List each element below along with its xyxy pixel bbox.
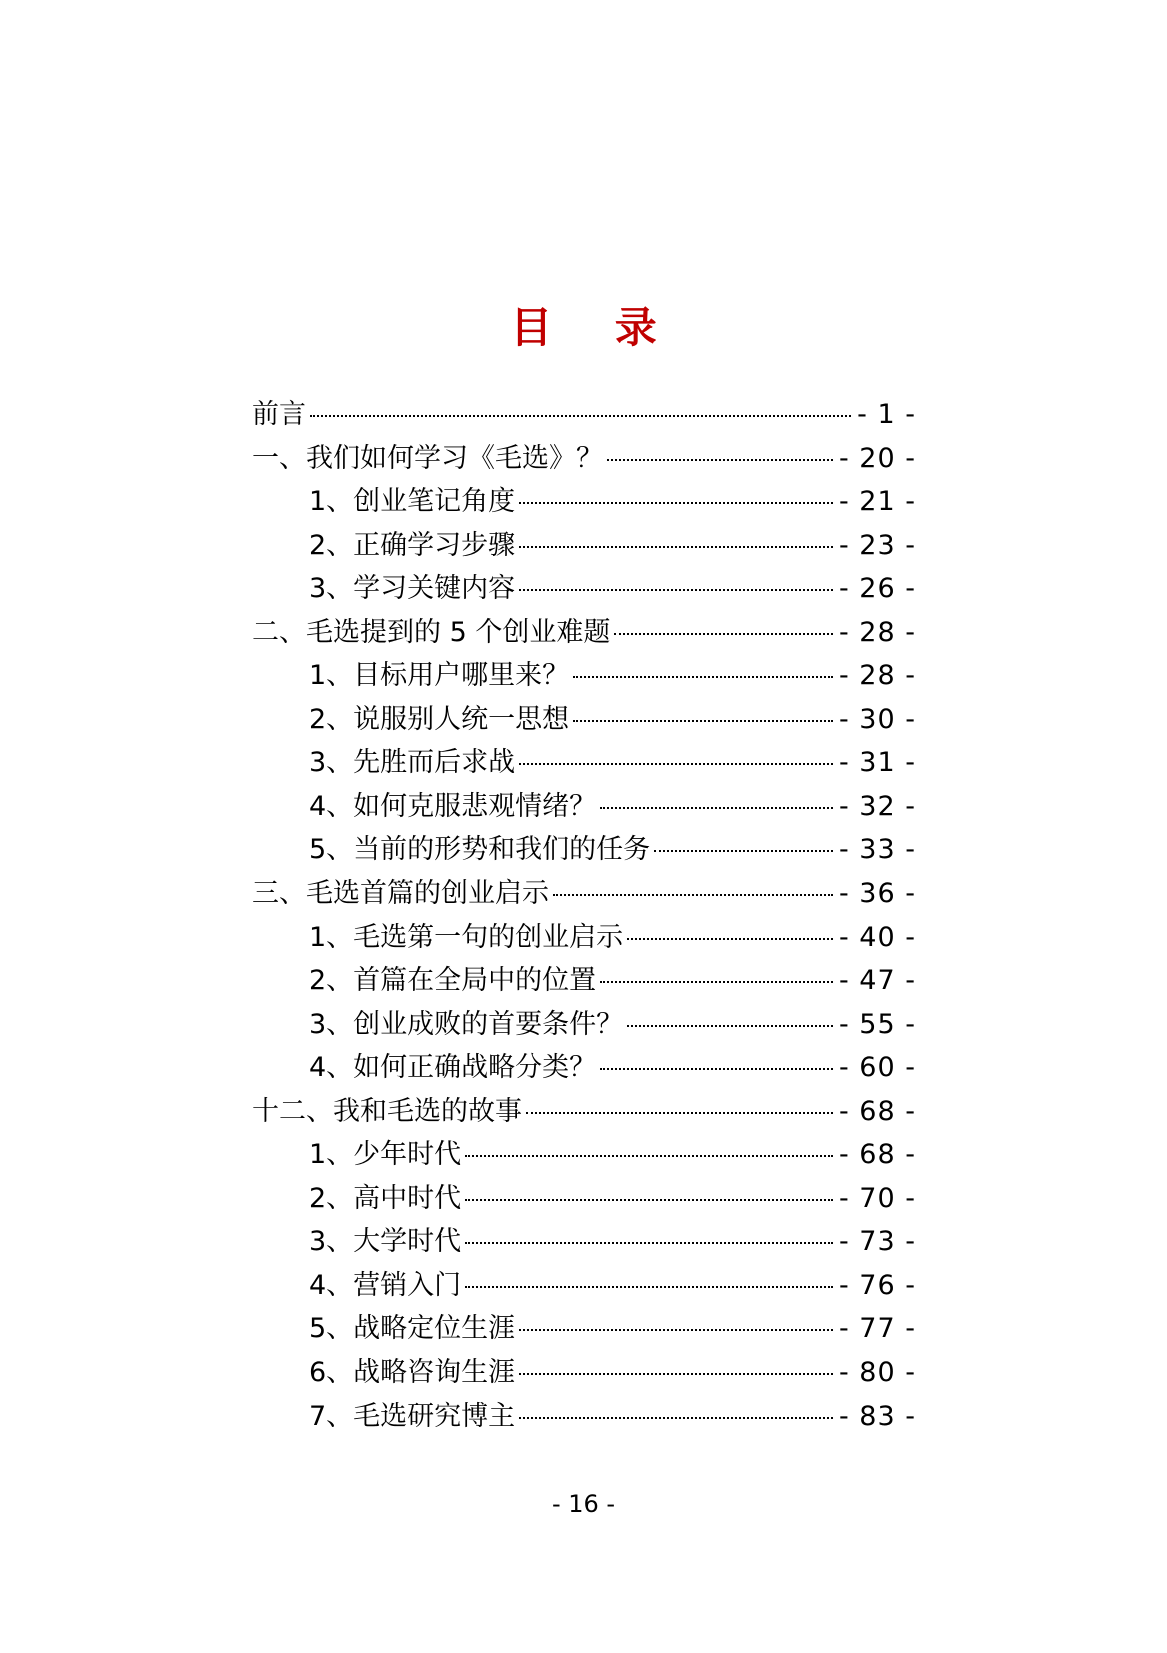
toc-entry[interactable] xyxy=(252,741,916,785)
toc-entry-page: - 1 - xyxy=(857,399,916,430)
toc-entry-page: - 70 - xyxy=(838,1182,916,1214)
toc-entry-page: - 36 - xyxy=(838,878,916,910)
toc-entry[interactable] xyxy=(252,1133,916,1177)
toc-entry-page: - 47 - xyxy=(838,965,916,997)
toc-entry-text: 1、毛选第一句的创业启示 xyxy=(309,921,624,953)
dot-leader xyxy=(519,546,833,548)
dot-leader xyxy=(600,1068,833,1070)
toc-entry-text: 2、正确学习步骤 xyxy=(309,529,516,561)
toc-entry-page: - 31 - xyxy=(838,747,916,779)
toc-entry-text: 4、如何克服悲观情绪？ xyxy=(309,790,597,822)
toc-entry-text: 6、战略咨询生涯 xyxy=(309,1357,516,1389)
toc-entry-text: 三、毛选首篇的创业启示 xyxy=(252,878,549,910)
dot-leader xyxy=(573,676,833,678)
toc-entry-text: 4、如何正确战略分类？ xyxy=(309,1052,597,1084)
dot-leader xyxy=(465,1199,833,1201)
dot-leader xyxy=(519,1373,833,1375)
toc-entry-page: - 83 - xyxy=(838,1400,916,1432)
toc-entry-page: - 32 - xyxy=(838,790,916,822)
toc-entry-page: - 21 - xyxy=(838,486,916,518)
toc-entry[interactable] xyxy=(252,1003,916,1047)
dot-leader xyxy=(310,415,851,417)
toc-entry[interactable] xyxy=(252,567,916,611)
toc-entry-text: 2、首篇在全局中的位置 xyxy=(309,965,597,997)
toc-entry[interactable] xyxy=(252,916,916,960)
dot-leader xyxy=(519,1329,833,1331)
toc-entry-text: 1、创业笔记角度 xyxy=(309,486,516,518)
toc-entry-text: 2、说服别人统一思想 xyxy=(309,703,570,735)
toc-title: 目 录 xyxy=(510,303,681,353)
toc-entry-page: - 33 - xyxy=(838,834,916,866)
toc-entry[interactable] xyxy=(252,1307,916,1351)
page-number: - 16 - xyxy=(551,1490,616,1518)
toc-entry[interactable] xyxy=(252,611,916,655)
toc-entry[interactable] xyxy=(252,1177,916,1221)
toc-entry-page: - 26 - xyxy=(838,573,916,605)
toc-entry-page: - 28 - xyxy=(838,616,916,648)
toc-entry-text: 二、毛选提到的 5 个创业难题 xyxy=(252,616,611,648)
toc-entry-page: - 55 - xyxy=(838,1008,916,1040)
toc-entry-text: 2、高中时代 xyxy=(309,1182,462,1214)
dot-leader xyxy=(627,938,833,940)
toc-entry-text: 3、先胜而后求战 xyxy=(309,747,516,779)
toc-entry[interactable] xyxy=(252,959,916,1003)
toc-entry[interactable] xyxy=(252,1090,916,1134)
toc-entry-page: - 40 - xyxy=(838,921,916,953)
toc-entry[interactable] xyxy=(252,1395,916,1439)
dot-leader xyxy=(519,589,833,591)
toc-entry-text: 十二、我和毛选的故事 xyxy=(252,1095,522,1127)
toc-entry-text: 5、当前的形势和我们的任务 xyxy=(309,834,651,866)
dot-leader xyxy=(465,1155,833,1157)
toc-entry-text: 3、学习关键内容 xyxy=(309,573,516,605)
dot-leader xyxy=(465,1286,833,1288)
dot-leader xyxy=(526,1112,833,1114)
toc-entry-page: - 80 - xyxy=(838,1357,916,1389)
toc-entry-page: - 76 - xyxy=(838,1269,916,1301)
toc-entry-text: 5、战略定位生涯 xyxy=(309,1313,516,1345)
toc-entry-page: - 77 - xyxy=(838,1313,916,1345)
dot-leader xyxy=(607,459,833,461)
toc-entry[interactable] xyxy=(252,437,916,481)
toc-entry[interactable] xyxy=(252,785,916,829)
toc-entry-page: - 73 - xyxy=(838,1226,916,1258)
toc-entry-page: - 68 - xyxy=(838,1095,916,1127)
dot-leader xyxy=(519,1417,833,1419)
toc-entry[interactable] xyxy=(252,480,916,524)
dot-leader xyxy=(465,1242,833,1244)
toc-entry-page: - 23 - xyxy=(838,529,916,561)
toc-entry-page: - 28 - xyxy=(838,660,916,692)
dot-leader xyxy=(553,894,833,896)
toc-entry-page: - 30 - xyxy=(838,703,916,735)
dot-leader xyxy=(519,502,833,504)
toc-entry-text: 3、大学时代 xyxy=(309,1226,462,1258)
toc-entry-page: - 68 - xyxy=(838,1139,916,1171)
toc-entry[interactable] xyxy=(252,1351,916,1395)
dot-leader xyxy=(573,720,833,722)
toc-entry-text: 1、少年时代 xyxy=(309,1139,462,1171)
toc-entry-page: - 60 - xyxy=(838,1052,916,1084)
dot-leader xyxy=(614,633,833,635)
toc-entry-text: 7、毛选研究博主 xyxy=(309,1400,516,1432)
dot-leader xyxy=(600,807,833,809)
toc-entry-text: 一、我们如何学习《毛选》？ xyxy=(252,442,603,474)
dot-leader xyxy=(627,1025,833,1027)
toc-entry[interactable] xyxy=(252,1264,916,1308)
toc-entry-text: 4、营销入门 xyxy=(309,1269,462,1301)
dot-leader xyxy=(654,850,833,852)
toc-entry[interactable] xyxy=(252,872,916,916)
dot-leader xyxy=(519,763,833,765)
toc-entry[interactable] xyxy=(252,393,916,437)
toc-list xyxy=(252,393,916,1438)
toc-entry[interactable] xyxy=(252,828,916,872)
toc-entry[interactable] xyxy=(252,698,916,742)
toc-entry-page: - 20 - xyxy=(838,442,916,474)
toc-entry-text: 3、创业成败的首要条件？ xyxy=(309,1008,624,1040)
toc-entry[interactable] xyxy=(252,524,916,568)
toc-entry[interactable] xyxy=(252,1220,916,1264)
toc-entry-text: 1、目标用户哪里来？ xyxy=(309,660,570,692)
toc-entry-text: 前言 xyxy=(252,399,306,430)
toc-entry[interactable] xyxy=(252,654,916,698)
toc-entry[interactable] xyxy=(252,1046,916,1090)
dot-leader xyxy=(600,981,833,983)
